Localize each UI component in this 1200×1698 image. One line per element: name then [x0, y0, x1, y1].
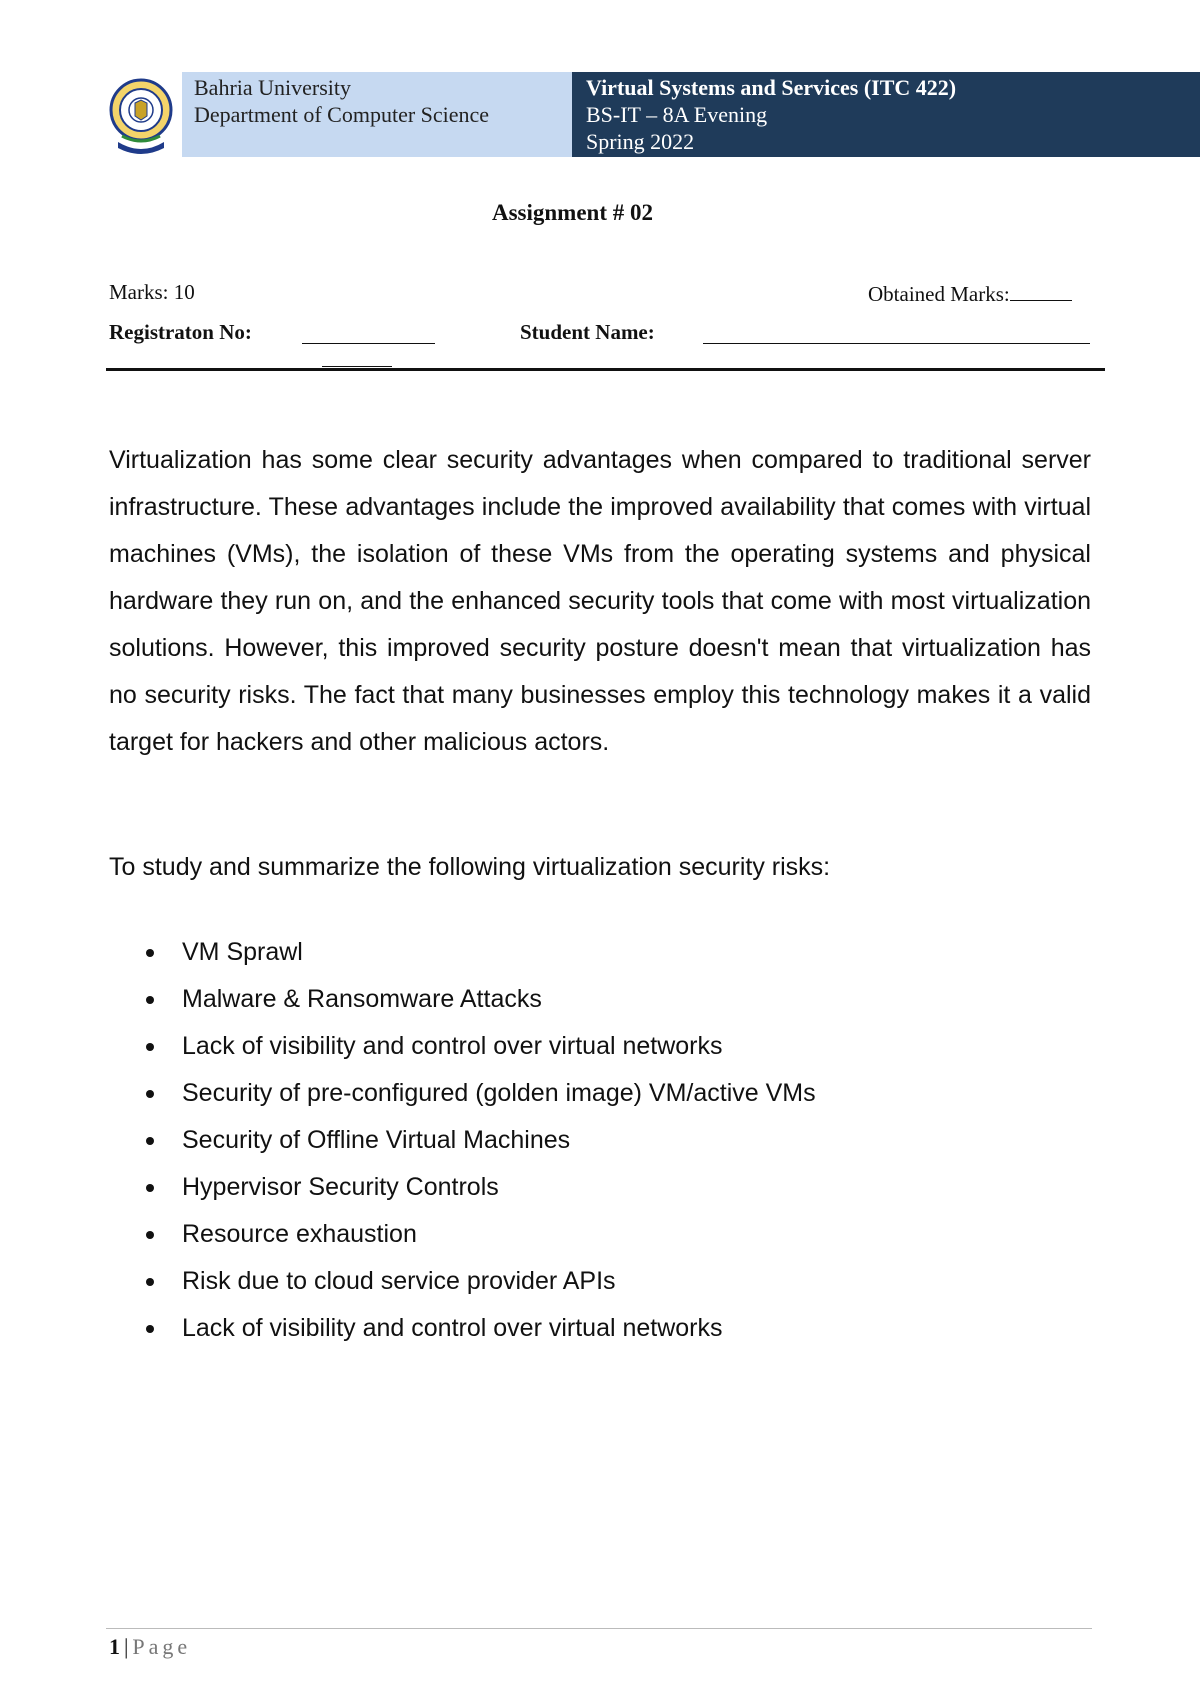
page-number: 1: [109, 1634, 120, 1659]
program-name: BS-IT – 8A Evening: [586, 102, 768, 127]
bullet-icon: [146, 1090, 154, 1098]
registration-label: Registraton No:: [109, 320, 252, 344]
registration-blank[interactable]: [302, 343, 435, 344]
bullet-icon: [146, 1231, 154, 1239]
task-statement: To study and summarize the following virtualization security risks:: [109, 853, 831, 881]
list-item-text: Malware & Ransomware Attacks: [182, 985, 542, 1013]
obtained-marks: [868, 280, 1072, 307]
list-item: [0, 1305, 816, 1352]
university-logo: [108, 76, 174, 158]
list-item-text: Hypervisor Security Controls: [182, 1173, 499, 1201]
bullet-icon: [146, 1137, 154, 1145]
list-item: [0, 1211, 816, 1258]
intro-paragraph: Virtualization has some clear security advantages when compared to traditional server infrastructure. These advantages include the improved availability that comes with virtual machines (VMs), the isolation of these VMs from the operating systems and physical hardware they run on, and the enhanced security tools that come with most virtualization solutions. However, this improved security posture doesn't mean that virtualization has no security risks. The fact that many businesses employ this technology makes it a valid target for hackers and other malicious actors.: [109, 446, 1091, 756]
underline-mark: [322, 366, 392, 367]
header-course-band: [572, 72, 1200, 157]
risk-list: [0, 929, 816, 1352]
footer-separator: |: [124, 1634, 129, 1659]
page-label: Page: [132, 1634, 192, 1659]
department-name: Department of Computer Science: [194, 102, 490, 127]
student-name-blank[interactable]: [703, 343, 1090, 344]
obtained-marks-blank[interactable]: [1010, 280, 1072, 301]
course-title: Virtual Systems and Services (ITC 422): [586, 75, 957, 100]
bullet-icon: [146, 996, 154, 1004]
list-item-text: Lack of visibility and control over virtual networks: [182, 1032, 723, 1060]
list-item-text: Security of pre-configured (golden image) VM/active VMs: [182, 1079, 816, 1107]
student-name-label: Student Name:: [520, 320, 655, 344]
list-item: [0, 1258, 816, 1305]
bullet-icon: [146, 1043, 154, 1051]
list-item: [0, 1117, 816, 1164]
bullet-icon: [146, 1325, 154, 1333]
list-item: [0, 1070, 816, 1117]
list-item-text: Resource exhaustion: [182, 1220, 417, 1248]
list-item-text: Risk due to cloud service provider APIs: [182, 1267, 616, 1295]
header-divider: [106, 368, 1105, 371]
bullet-icon: [146, 1184, 154, 1192]
list-item: [0, 1023, 816, 1070]
list-item: [0, 976, 816, 1023]
list-item: [0, 929, 816, 976]
header-institution-band: [182, 72, 572, 157]
bullet-icon: [146, 949, 154, 957]
bullet-icon: [146, 1278, 154, 1286]
page-footer: [109, 1634, 191, 1660]
list-item: [0, 1164, 816, 1211]
obtained-marks-label: Obtained Marks:: [868, 282, 1010, 306]
list-item-text: VM Sprawl: [182, 938, 303, 966]
list-item-text: Lack of visibility and control over virtual networks: [182, 1314, 723, 1342]
footer-divider: [106, 1628, 1092, 1629]
university-name: Bahria University: [194, 75, 352, 100]
assignment-title: Assignment # 02: [491, 200, 653, 225]
total-marks: Marks: 10: [109, 280, 195, 304]
term-name: Spring 2022: [586, 129, 695, 154]
list-item-text: Security of Offline Virtual Machines: [182, 1126, 571, 1154]
